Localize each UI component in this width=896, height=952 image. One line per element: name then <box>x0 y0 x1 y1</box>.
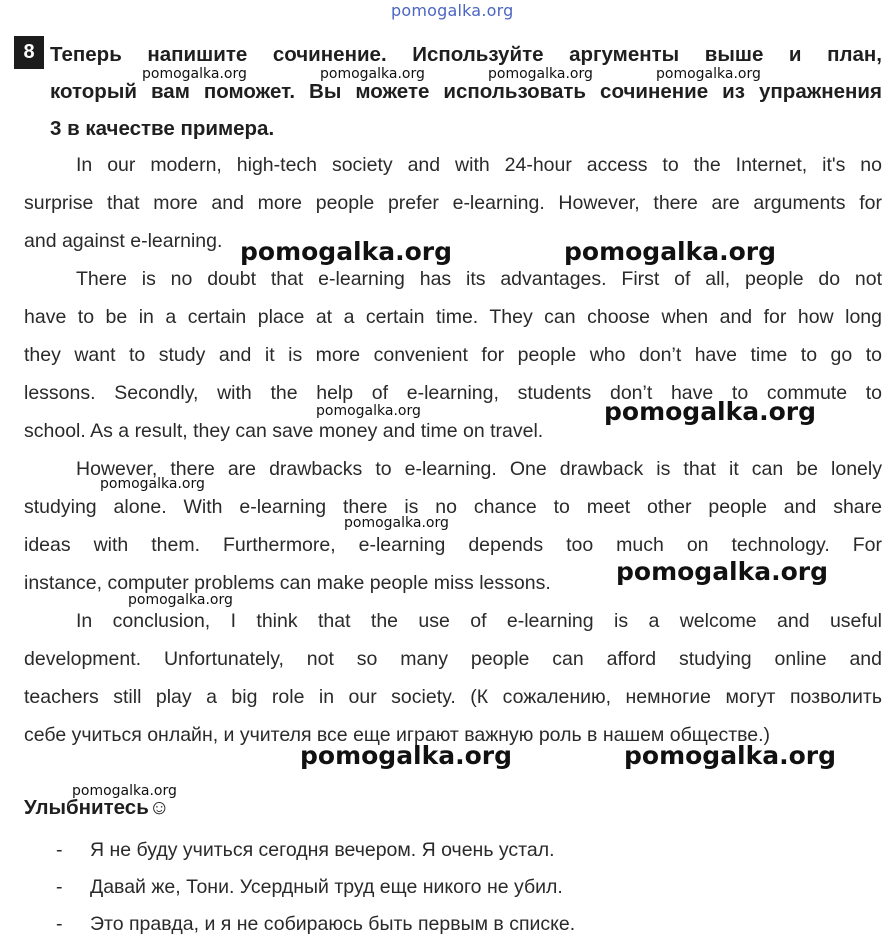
watermark-small: pomogalka.org <box>320 66 425 82</box>
watermark-large: pomogalka.org <box>240 237 453 266</box>
watermark-large: pomogalka.org <box>604 397 817 426</box>
essay-line: In conclusion, I think that the use of e-learning is a welcome and useful <box>76 610 882 632</box>
watermark-small: pomogalka.org <box>72 783 177 799</box>
watermark-small: pomogalka.org <box>488 66 593 82</box>
watermark-small: pomogalka.org <box>100 476 205 492</box>
site-watermark-top: pomogalka.org <box>391 1 514 20</box>
dash-bullet: - <box>56 913 63 935</box>
smile-section-title: Улыбнитесь☺ <box>24 796 170 819</box>
dash-bullet: - <box>56 876 63 898</box>
task-line: который вам поможет. Вы можете использовать сочинение из упражнения <box>50 80 882 103</box>
essay-line: studying alone. With e-learning there is no chance to meet other people and share <box>24 496 882 518</box>
essay-line: teachers still play a big role in our society. (К сожалению, немногие могут позволить <box>24 686 882 708</box>
watermark-large: pomogalka.org <box>616 557 829 586</box>
essay-line: have to be in a certain place at a certain time. They can choose when and for how long <box>24 306 882 328</box>
watermark-small: pomogalka.org <box>128 592 233 608</box>
watermark-small: pomogalka.org <box>344 515 449 531</box>
joke-line: Я не буду учиться сегодня вечером. Я очень устал. <box>90 839 555 861</box>
dash-bullet: - <box>56 839 63 861</box>
essay-line: However, there are drawbacks to e-learning. One drawback is that it can be lonely <box>76 458 882 480</box>
essay-line: себе учиться онлайн, и учителя все еще играют важную роль в нашем обществе.) <box>24 724 771 746</box>
essay-line: surprise that more and more people prefer e-learning. However, there are arguments for <box>24 192 882 214</box>
joke-line: Это правда, и я не собираюсь быть первым в списке. <box>90 913 576 935</box>
joke-line: Давай же, Тони. Усердный труд еще никого не убил. <box>90 876 563 898</box>
essay-line: and against e-learning. <box>24 230 223 252</box>
essay-line: they want to study and it is more convenient for people who don’t have time to go to <box>24 344 882 366</box>
task-line: 3 в качестве примера. <box>50 117 275 140</box>
essay-line: There is no doubt that e-learning has its advantages. First of all, people do not <box>76 268 882 290</box>
watermark-small: pomogalka.org <box>316 403 421 419</box>
essay-line: instance, computer problems can make people miss lessons. <box>24 572 551 594</box>
essay-line: development. Unfortunately, not so many people can afford studying online and <box>24 648 882 670</box>
watermark-large: pomogalka.org <box>624 741 837 770</box>
watermark-large: pomogalka.org <box>300 741 513 770</box>
essay-line: In our modern, high-tech society and with 24-hour access to the Internet, it's no <box>76 154 882 176</box>
task-instruction <box>50 36 882 147</box>
essay-line: lessons. Secondly, with the help of e-learning, students don’t have to commute to <box>24 382 882 404</box>
watermark-small: pomogalka.org <box>656 66 761 82</box>
watermark-large: pomogalka.org <box>564 237 777 266</box>
exercise-number-badge: 8 <box>14 36 44 69</box>
watermark-small: pomogalka.org <box>142 66 247 82</box>
essay-line: ideas with them. Furthermore, e-learning depends too much on technology. For <box>24 534 882 556</box>
task-line: Теперь напишите сочинение. Используйте аргументы выше и план, <box>50 43 882 66</box>
essay-line: school. As a result, they can save money and time on travel. <box>24 420 544 442</box>
